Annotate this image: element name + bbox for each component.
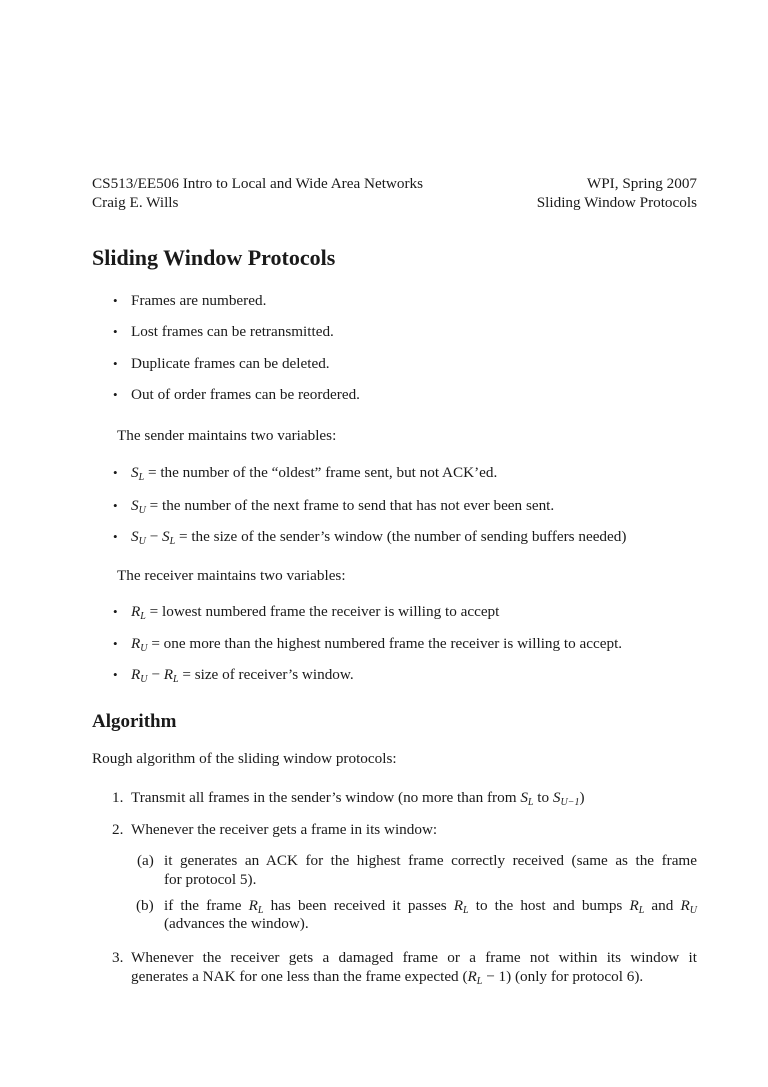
text-run: ) xyxy=(579,789,585,806)
text-run: = the number of the “oldest” frame sent, but not ACK’ed. xyxy=(144,464,498,481)
variable-symbol: R xyxy=(453,897,464,914)
substep-text xyxy=(164,851,697,870)
text-run: has been received it passes xyxy=(263,897,454,914)
variable-subscript: L xyxy=(527,797,534,808)
variable-symbol: S xyxy=(131,497,139,514)
variable-subscript: L xyxy=(138,472,145,483)
variable-subscript: U−1 xyxy=(560,797,580,808)
substep-text xyxy=(164,896,697,915)
doc-topic: Sliding Window Protocols xyxy=(536,194,697,211)
step-text xyxy=(131,820,437,839)
variable-subscript: L xyxy=(172,674,179,685)
math-variable xyxy=(468,968,483,985)
list-item xyxy=(131,527,626,546)
text-run: Duplicate frames can be deleted. xyxy=(131,355,330,372)
text-run: Lost frames can be retransmitted. xyxy=(131,323,334,340)
variable-subscript: U xyxy=(140,643,148,654)
math-variable xyxy=(454,897,469,914)
receiver-intro: The receiver maintains two variables: xyxy=(117,567,346,584)
variable-subscript: L xyxy=(140,611,146,622)
step-text xyxy=(131,788,585,807)
substep-label: (b) xyxy=(136,897,154,914)
sender-intro: The sender maintains two variables: xyxy=(117,427,337,444)
text-run: = one more than the highest numbered frame the receiver is willing to accept. xyxy=(147,635,623,652)
variable-subscript: U xyxy=(689,905,697,916)
text-run: − 1) (only for protocol 6). xyxy=(482,968,644,985)
math-variable xyxy=(131,666,148,683)
text-run: for protocol 5). xyxy=(164,871,257,888)
text-run: Out of order frames can be reordered. xyxy=(131,386,360,403)
bullet-icon: • xyxy=(113,498,118,513)
list-item xyxy=(131,322,334,341)
variable-symbol: S xyxy=(162,528,170,545)
variable-subscript: L xyxy=(463,905,469,916)
list-item xyxy=(131,291,266,310)
text-run: = the number of the next frame to send that has not ever been sent. xyxy=(145,497,555,514)
section-heading-algorithm: Algorithm xyxy=(92,711,177,732)
text-run: = size of receiver’s window. xyxy=(178,666,354,683)
variable-symbol: S xyxy=(552,789,561,806)
step-text xyxy=(131,948,697,967)
math-variable xyxy=(131,635,148,652)
text-run: Transmit all frames in the sender’s window (no more than from xyxy=(131,789,521,806)
bullet-icon: • xyxy=(113,356,118,371)
variable-symbol: R xyxy=(629,897,639,914)
variable-subscript: L xyxy=(169,536,176,547)
variable-symbol: R xyxy=(248,897,258,914)
list-item xyxy=(131,665,354,684)
step-number: 2. xyxy=(112,821,124,838)
bullet-icon: • xyxy=(113,387,118,402)
bullet-icon: • xyxy=(113,529,118,544)
variable-symbol: S xyxy=(131,464,139,481)
math-variable xyxy=(520,789,533,806)
math-variable xyxy=(553,789,580,806)
variable-symbol: R xyxy=(680,897,690,914)
math-variable xyxy=(131,497,146,514)
math-variable xyxy=(131,464,144,481)
variable-symbol: R xyxy=(131,635,141,652)
variable-subscript: L xyxy=(638,905,645,916)
variable-symbol: R xyxy=(163,666,173,683)
list-item xyxy=(131,602,499,621)
list-item xyxy=(131,354,330,373)
math-variable xyxy=(680,897,697,914)
list-item xyxy=(131,463,497,482)
variable-subscript: U xyxy=(140,674,148,685)
step-number: 3. xyxy=(112,949,124,966)
step-number: 1. xyxy=(112,789,124,806)
institution-term: WPI, Spring 2007 xyxy=(586,175,697,192)
bullet-icon: • xyxy=(113,667,118,682)
algorithm-intro: Rough algorithm of the sliding window protocols: xyxy=(92,750,397,767)
variable-subscript: U xyxy=(138,536,146,547)
math-variable xyxy=(131,528,146,545)
substep-label: (a) xyxy=(137,852,154,869)
variable-symbol: R xyxy=(467,968,477,985)
text-run: − xyxy=(147,666,164,683)
text-run: Whenever the receiver gets a frame in its window: xyxy=(131,821,438,838)
variable-symbol: S xyxy=(131,528,139,545)
bullet-icon: • xyxy=(113,293,118,308)
substep-text xyxy=(164,914,309,933)
text-run: = lowest numbered frame the receiver is willing to accept xyxy=(145,603,500,620)
variable-subscript: L xyxy=(476,976,483,987)
variable-subscript: U xyxy=(138,505,146,516)
substep-text xyxy=(164,870,256,889)
math-variable xyxy=(164,666,179,683)
text-run: Whenever the receiver gets a damaged frame or a frame not within its window it xyxy=(131,949,697,966)
bullet-icon: • xyxy=(113,465,118,480)
math-variable xyxy=(131,603,146,620)
variable-symbol: R xyxy=(131,666,141,683)
text-run: it generates an ACK for the highest frame correctly received (same as the frame xyxy=(164,852,697,869)
text-run: generates a NAK for one less than the frame expected ( xyxy=(131,968,468,985)
math-variable xyxy=(162,528,175,545)
text-run: and xyxy=(644,897,681,914)
bullet-icon: • xyxy=(113,324,118,339)
text-run: (advances the window). xyxy=(164,915,309,932)
text-run: − xyxy=(145,528,162,545)
page-title: Sliding Window Protocols xyxy=(92,245,336,270)
math-variable xyxy=(629,897,644,914)
variable-subscript: L xyxy=(257,905,264,916)
text-run: to the host and bumps xyxy=(468,897,630,914)
variable-symbol: R xyxy=(131,603,141,620)
author: Craig E. Wills xyxy=(92,194,179,211)
text-run: if the frame xyxy=(164,897,249,914)
text-run: Frames are numbered. xyxy=(131,292,267,309)
course-title: CS513/EE506 Intro to Local and Wide Area Networks xyxy=(92,175,424,192)
list-item xyxy=(131,496,554,515)
step-text xyxy=(131,967,643,986)
list-item xyxy=(131,385,360,404)
text-run: = the size of the sender’s window (the number of sending buffers needed) xyxy=(175,528,627,545)
math-variable xyxy=(249,897,264,914)
variable-symbol: S xyxy=(520,789,528,806)
list-item xyxy=(131,634,622,653)
text-run: to xyxy=(533,789,553,806)
bullet-icon: • xyxy=(113,604,118,619)
bullet-icon: • xyxy=(113,636,118,651)
